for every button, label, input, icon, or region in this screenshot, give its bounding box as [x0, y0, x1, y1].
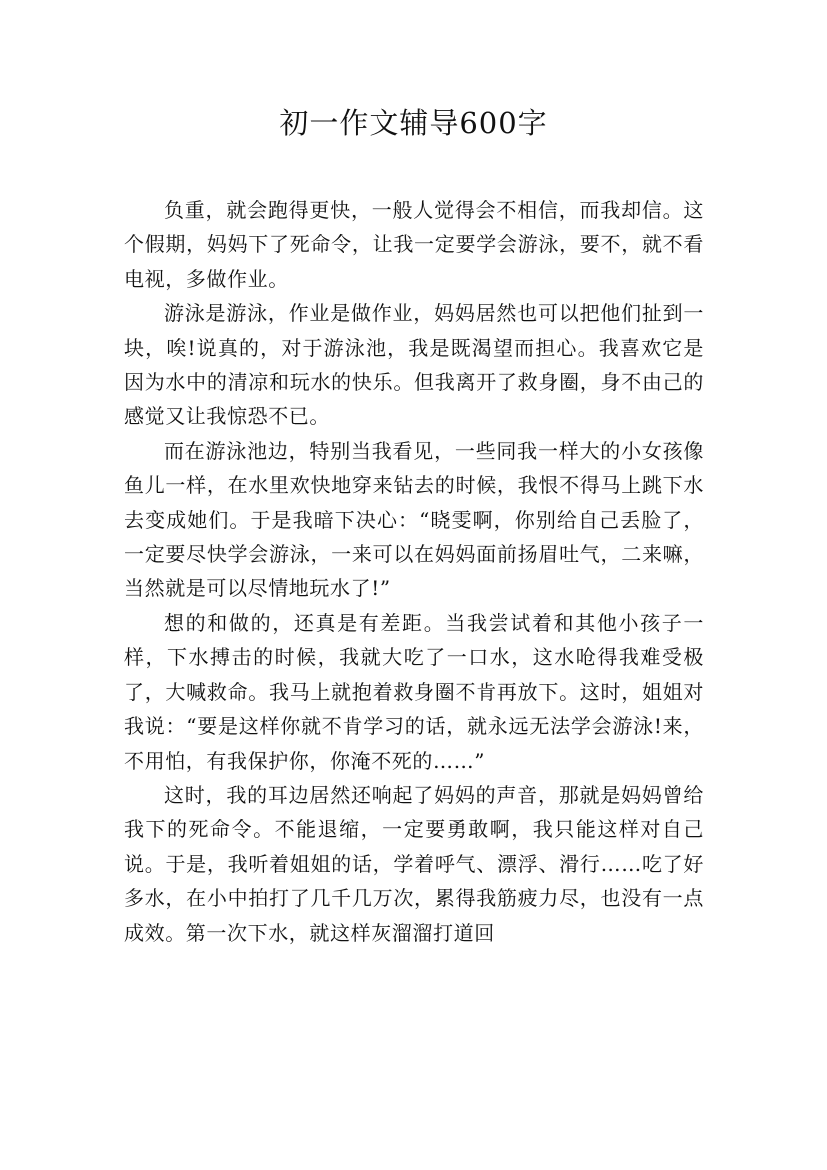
paragraph-1: 负重，就会跑得更快，一般人觉得会不相信，而我却信。这个假期，妈妈下了死命令，让我一定要学会游泳，要不，就不看电视，多做作业。 [124, 198, 704, 291]
paragraph-4: 想的和做的，还真是有差距。当我尝试着和其他小孩子一样，下水搏击的时候，我就大吃了一口水，这水呛得我难受极了，大喊救命。我马上就抱着救身圈不肯再放下。这时，姐姐对我说：“要是这样你就不肯学习的话，就永远无法学会游泳!来，不用怕，有我保护你，你淹不死的……” [124, 610, 704, 773]
paragraph-3: 而在游泳池边，特别当我看见，一些同我一样大的小女孩像鱼儿一样，在水里欢快地穿来钻去的时候，我恨不得马上跳下水去变成她们。于是我暗下决心：“晓雯啊，你别给自己丢脸了，一定要尽快学会游泳，一来可以在妈妈面前扬眉吐气，二来嘛，当然就是可以尽情地玩水了!” [124, 438, 704, 601]
paragraph-5: 这时，我的耳边居然还响起了妈妈的声音，那就是妈妈曾给我下的死命令。不能退缩，一定要勇敢啊，我只能这样对自己说。于是，我听着姐姐的话，学着呼气、漂浮、滑行……吃了好多水，在小中拍打了几千几万次，累得我筋疲力尽，也没有一点成效。第一次下水，就这样灰溜溜打道回 [124, 782, 704, 945]
paragraph-2: 游泳是游泳，作业是做作业，妈妈居然也可以把他们扯到一块，唉!说真的，对于游泳池，我是既渴望而担心。我喜欢它是因为水中的清凉和玩水的快乐。但我离开了救身圈，身不由己的感觉又让我惊恐不已。 [124, 301, 704, 429]
document-body [124, 193, 704, 950]
document-title: 初一作文辅导600字 [279, 106, 548, 140]
